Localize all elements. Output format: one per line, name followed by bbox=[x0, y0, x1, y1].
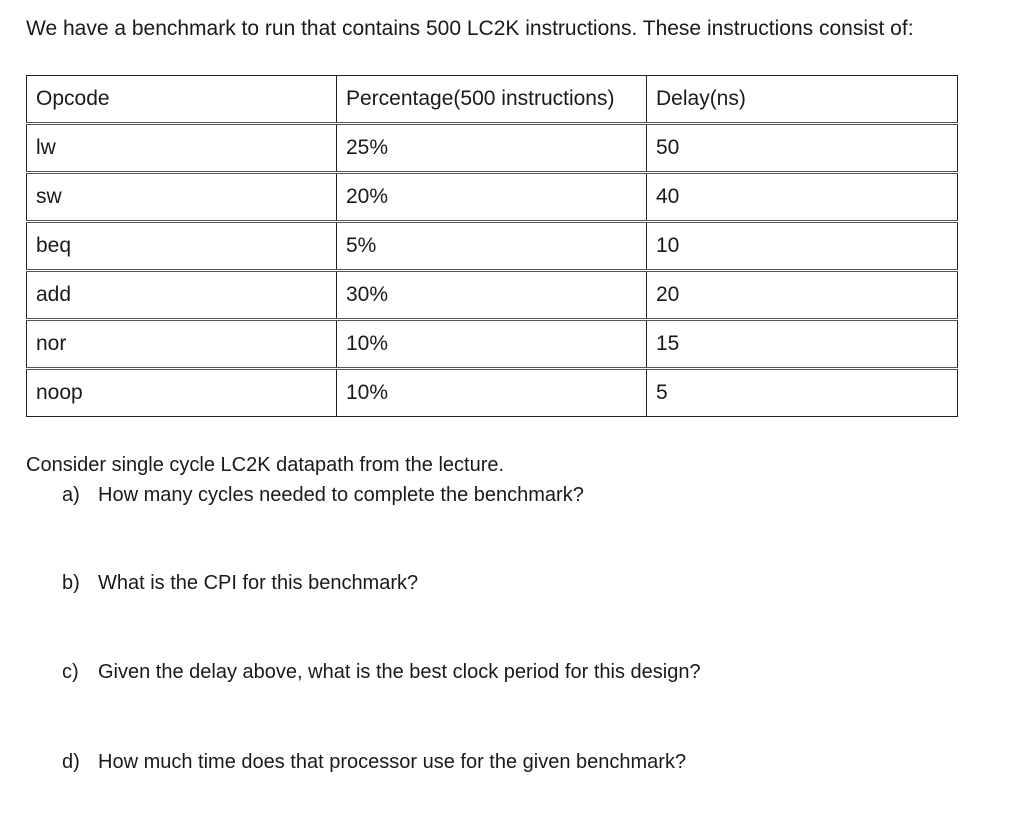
context-text: Consider single cycle LC2K datapath from the lecture. bbox=[26, 454, 505, 476]
table-row bbox=[27, 271, 958, 320]
question-a bbox=[62, 480, 584, 510]
cell-percentage: 5% bbox=[337, 222, 647, 271]
question-c bbox=[62, 657, 701, 687]
cell-delay: 20 bbox=[647, 271, 958, 320]
question-d bbox=[62, 747, 686, 777]
question-text: How many cycles needed to complete the benchmark? bbox=[98, 484, 584, 506]
cell-percentage: 25% bbox=[337, 124, 647, 173]
cell-percentage: 20% bbox=[337, 173, 647, 222]
question-letter: b) bbox=[62, 572, 80, 594]
question-text: Given the delay above, what is the best clock period for this design? bbox=[98, 661, 701, 683]
table-row bbox=[27, 124, 958, 173]
cell-delay: 40 bbox=[647, 173, 958, 222]
cell-delay: 5 bbox=[647, 369, 958, 417]
cell-delay: 50 bbox=[647, 124, 958, 173]
question-b bbox=[62, 568, 418, 598]
cell-opcode: sw bbox=[27, 173, 337, 222]
table-header-row bbox=[27, 76, 958, 124]
cell-percentage: 30% bbox=[337, 271, 647, 320]
question-text: What is the CPI for this benchmark? bbox=[98, 572, 419, 594]
cell-percentage: 10% bbox=[337, 369, 647, 417]
cell-opcode: nor bbox=[27, 320, 337, 369]
cell-opcode: lw bbox=[27, 124, 337, 173]
cell-opcode: add bbox=[27, 271, 337, 320]
header-opcode: Opcode bbox=[27, 76, 337, 124]
cell-percentage: 10% bbox=[337, 320, 647, 369]
table-row bbox=[27, 369, 958, 417]
question-text: How much time does that processor use for the given benchmark? bbox=[98, 751, 687, 773]
question-letter: d) bbox=[62, 751, 80, 773]
header-delay: Delay(ns) bbox=[647, 76, 958, 124]
table-row bbox=[27, 320, 958, 369]
cell-opcode: noop bbox=[27, 369, 337, 417]
question-letter: c) bbox=[62, 661, 79, 683]
table-row bbox=[27, 173, 958, 222]
question-letter: a) bbox=[62, 484, 80, 506]
cell-delay: 10 bbox=[647, 222, 958, 271]
cell-opcode: beq bbox=[27, 222, 337, 271]
cell-delay: 15 bbox=[647, 320, 958, 369]
header-percentage: Percentage(500 instructions) bbox=[337, 76, 647, 124]
intro-text: We have a benchmark to run that contains 500 LC2K instructions. These instructions consist of: bbox=[26, 17, 914, 40]
table-row bbox=[27, 222, 958, 271]
instruction-table bbox=[26, 75, 958, 417]
